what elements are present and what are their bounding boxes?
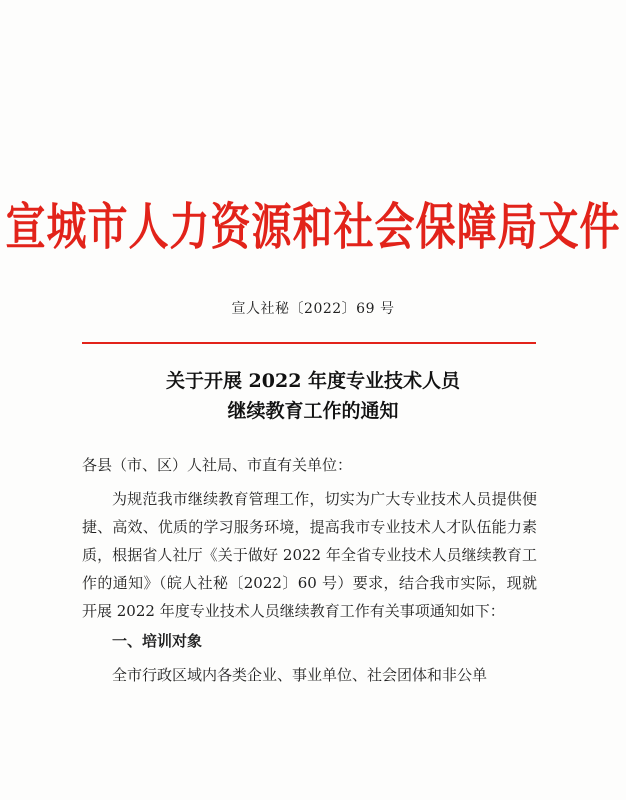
section-heading-1: 一、培训对象 bbox=[112, 632, 203, 650]
red-divider-line bbox=[82, 342, 536, 344]
notice-title-line-2: 继续教育工作的通知 bbox=[227, 400, 399, 422]
salutation: 各县（市、区）人社局、市直有关单位： bbox=[82, 456, 353, 474]
section-1-text: 全市行政区域内各类企业、事业单位、社会团体和非公单 bbox=[112, 666, 488, 684]
notice-title-line-1: 关于开展 2022 年度专业技术人员 bbox=[165, 370, 461, 392]
document-body bbox=[82, 451, 537, 689]
body-paragraph-1: 为规范我市继续教育管理工作，切实为广大专业技术人员提供便捷、高效、优质的学习服务环境，提高我市专业技术人才队伍能力素质，根据省人社厅《关于做好 2022 年全省专业技术人员继续教育工作的通知》（皖人社秘〔2022〕60 号）要求，结合我市实际，现就开展 2022 年度专业技术人员继续教育工作有关事项通知如下： bbox=[82, 490, 537, 620]
notice-title bbox=[0, 366, 626, 426]
document-number: 宣人社秘〔2022〕69 号 bbox=[231, 301, 395, 317]
issuer-header: 宣城市人力资源和社会保障局文件 bbox=[5, 197, 621, 257]
